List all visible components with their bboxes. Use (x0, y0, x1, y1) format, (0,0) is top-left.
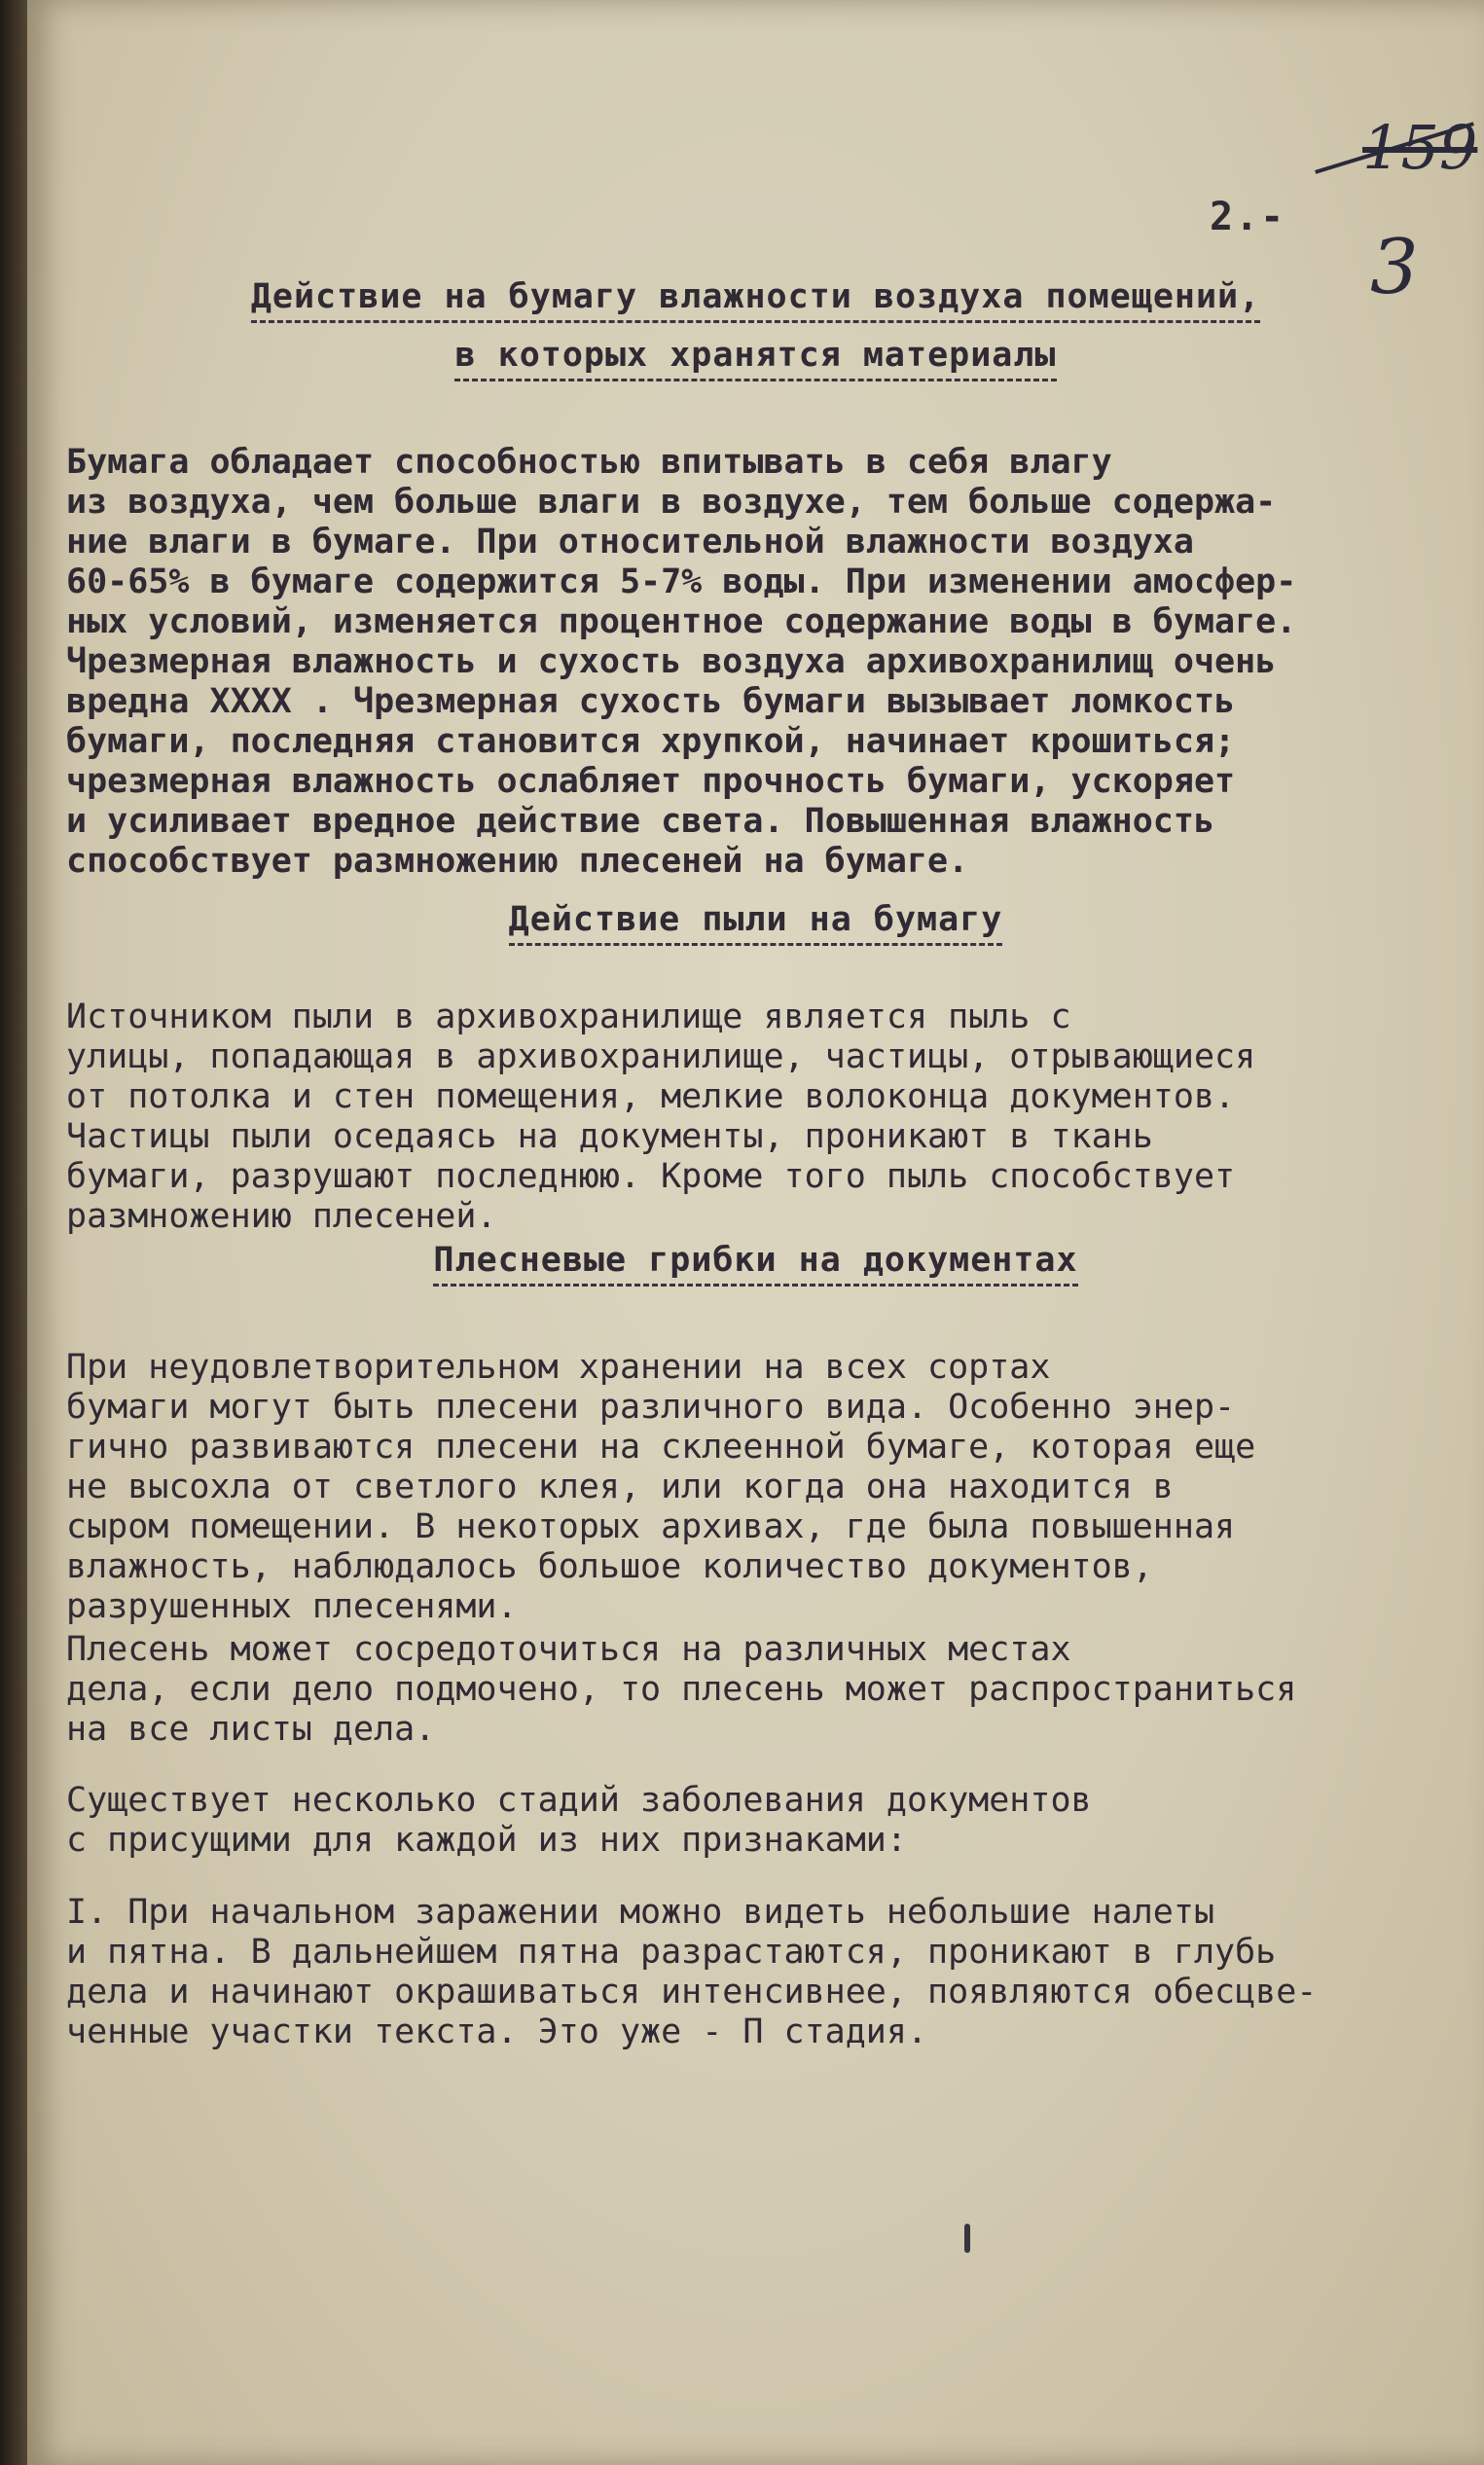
paragraph-dust: Источником пыли в архивохранилище является пыль с улицы, попадающая в архивохранилище, частицы, отрывающиеся от потолка и стен помещения, мелкие волоконца документов. Частицы пыли оседаясь на документы, проникают в ткань бумаги, разрушают последнюю. Кроме того пыль способствует размножению плесеней. (66, 997, 1256, 1236)
paragraph-mold-2: Плесень может сосредоточиться на различных местах дела, если дело подмочено, то плесень может распространиться на все листы дела. (66, 1630, 1297, 1749)
section-title-humidity-line2: в которых хранятся материалы (27, 336, 1484, 375)
section-title-mold: Плесневые грибки на документах (27, 1241, 1484, 1280)
folio-number-old: 159 (1362, 112, 1478, 183)
folio-number-new: 3 (1370, 224, 1419, 311)
ink-mark (964, 2224, 970, 2253)
paragraph-mold-1: При неудовлетворительном хранении на всех сортах бумаги могут быть плесени различного вида. Особенно энер- гично развиваются плесени на склеенной бумаге, которая еще не высохла от светлого клея, или когда она находится в сыром помещении. В некоторых архивах, где была повышенная влажность, наблюдалось большое количество документов, разрушенных плесенями. (66, 1348, 1256, 1626)
section-title-humidity-line1: Действие на бумагу влажности воздуха помещений, (27, 277, 1484, 316)
paragraph-mold-3: Существует несколько стадий заболевания документов с присущими для каждой из них признаками: (66, 1781, 1092, 1860)
document-page (27, 0, 1484, 2465)
page-number: 2.- (1210, 195, 1286, 239)
paragraph-mold-4: I. При начальном заражении можно видеть небольшие налеты и пятна. В дальнейшем пятна разрастаются, проникают в глубь дела и начинают окрашиваться интенсивнее, появляются обесцве- ченные участки текста. Это уже - П стадия. (66, 1893, 1318, 2051)
paragraph-humidity: Бумага обладает способностью впитывать в себя влагу из воздуха, чем больше влаги в воздухе, тем больше содержа- ние влаги в бумаге. При относительной влажности воздуха 60-65% в бумаге содержится 5-7% воды. При изменении амосфер- ных условий, изменяется процентное содержание воды в бумаге. Чрезмерная влажность и сухость воздуха архивохранилищ очень вредна ХХХХ . Чрезмерная сухость бумаги вызывает ломкость бумаги, последняя становится хрупкой, начинает крошиться; чрезмерная влажность ослабляет прочность бумаги, ускоряет и усиливает вредное действие света. Повышенная влажность способствует размножению плесеней на бумаге. (66, 443, 1297, 881)
section-title-dust: Действие пыли на бумагу (27, 900, 1484, 939)
